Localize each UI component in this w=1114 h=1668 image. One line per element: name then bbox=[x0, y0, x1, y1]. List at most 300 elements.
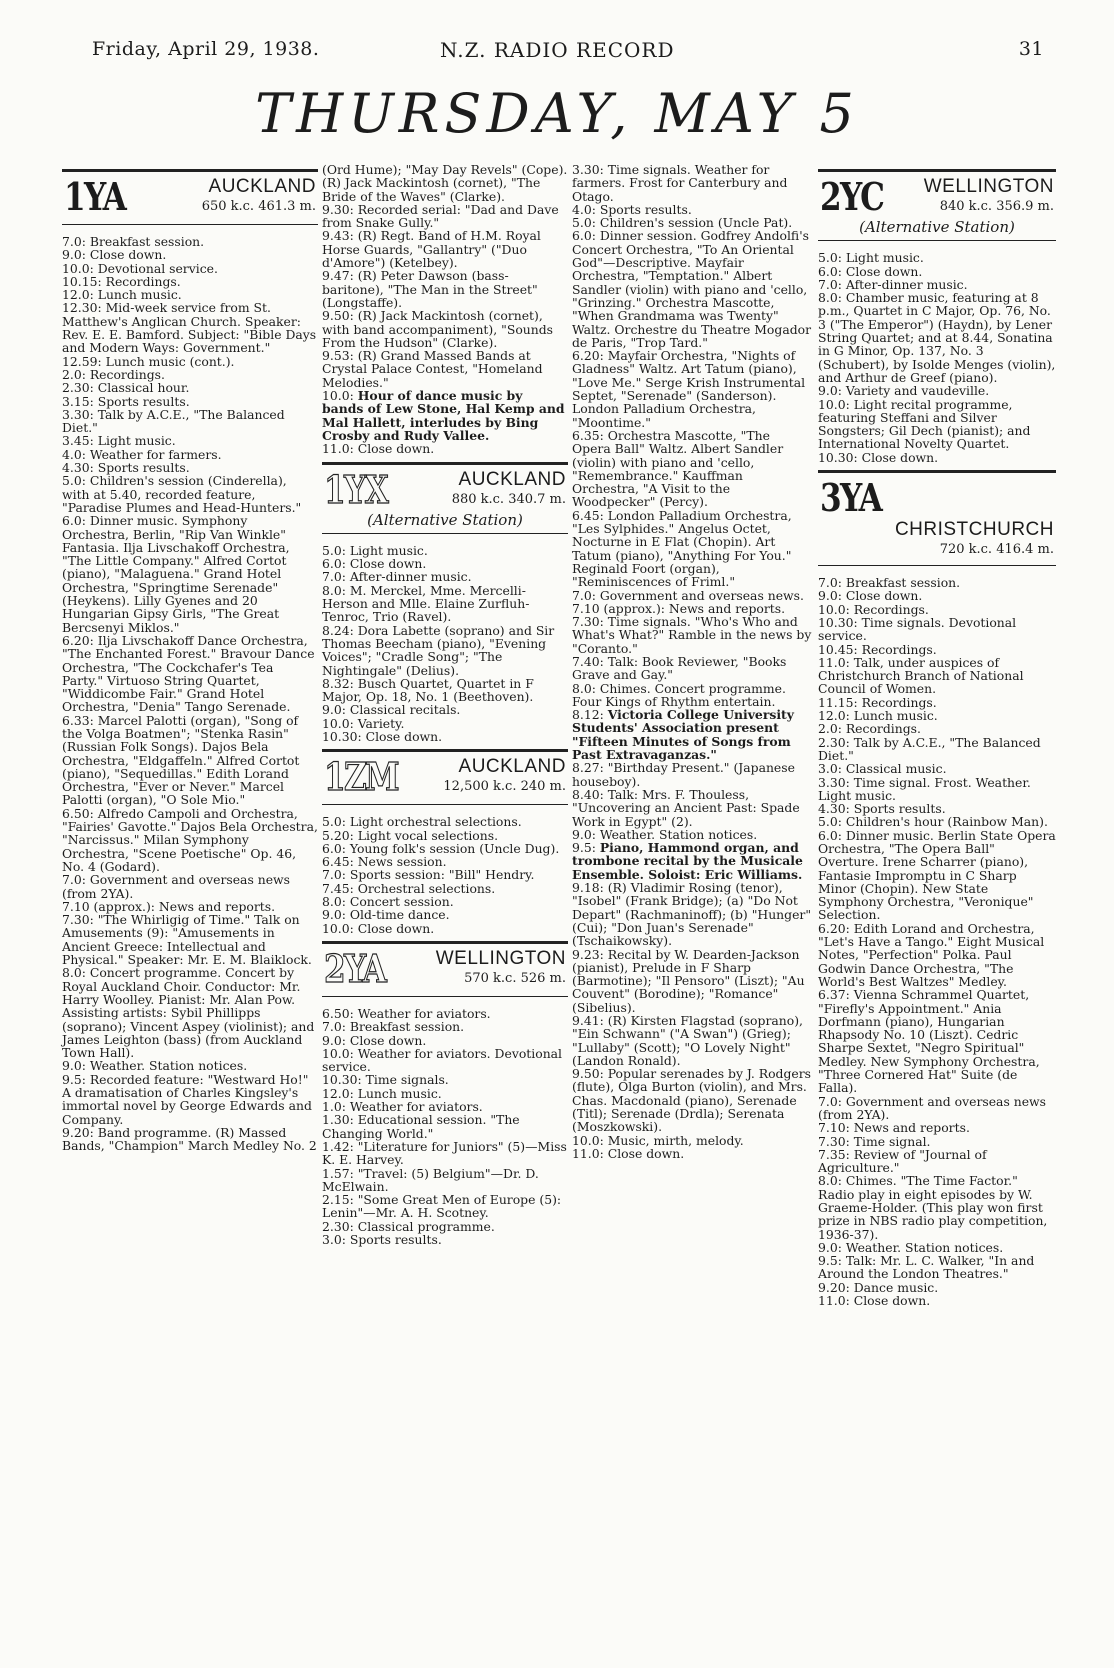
station-name: WELLINGTON bbox=[923, 176, 1054, 197]
program-description: Close down. bbox=[861, 449, 939, 465]
program-description: After-dinner music. bbox=[349, 569, 472, 585]
program-entry bbox=[322, 584, 568, 624]
program-entry bbox=[62, 288, 318, 301]
program-entry bbox=[322, 677, 568, 704]
program-time: 6.33: bbox=[62, 712, 94, 728]
program-entry bbox=[62, 900, 318, 913]
program-entry bbox=[572, 615, 812, 655]
program-time: 8.24: bbox=[322, 622, 354, 638]
program-entry bbox=[322, 815, 568, 828]
program-entry bbox=[818, 656, 1056, 696]
program-entry bbox=[572, 655, 812, 682]
program-time: 11.0: bbox=[818, 654, 850, 670]
program-time: 3.30: bbox=[62, 406, 94, 422]
program-time: 7.35: bbox=[818, 1146, 850, 1162]
program-description: Weather. Station notices. bbox=[845, 1239, 1004, 1255]
program-time: 9.0: bbox=[818, 383, 842, 399]
program-entry bbox=[572, 708, 812, 761]
program-description: Dinner music. Symphony Orchestra, Berlin, "Rip Van Winkle" Fantasia. Ilja Livschakoff Orchestra, "The Little Company." Alfred Cortot (piano), "Malaguena." Grand Hotel Orchestra, "Springtime Serenade" (Heykens). Lilly Gyenes and 20 Hungarian Gipsy Girls, "The Great Bercsenyi Miklos." bbox=[62, 513, 290, 635]
program-time: 6.0: bbox=[818, 827, 842, 843]
program-description: Weather. Station notices. bbox=[89, 1058, 248, 1074]
program-time: 6.20: bbox=[62, 632, 94, 648]
program-description: Weather for aviators. bbox=[357, 1005, 491, 1021]
program-entry bbox=[572, 509, 812, 589]
program-time: 3.45: bbox=[62, 433, 94, 449]
program-entry bbox=[322, 1140, 568, 1167]
program-description: Mayfair Orchestra, "Nights of Gladness" Waltz. Art Tatum (piano), "Love Me." Serge Krish Instrumental Septet, "Serenade" (Sanderson). London Palladium Orchestra, "Moontime." bbox=[572, 348, 806, 430]
program-entry bbox=[818, 829, 1056, 922]
program-entry bbox=[62, 966, 318, 1059]
program-description: Close down. bbox=[349, 556, 427, 572]
program-entry bbox=[818, 1148, 1056, 1175]
program-description: Hour of dance music by bands of Lew Stone, Hal Kemp and Mal Hallett, interludes by Bing Crosby and Rudy Vallee. bbox=[322, 388, 565, 443]
program-description: Government and overseas news (from 2YA). bbox=[818, 1093, 1047, 1122]
program-entry bbox=[322, 442, 568, 455]
program-time: 8.27: bbox=[572, 760, 604, 776]
program-entry bbox=[572, 203, 812, 216]
program-entry bbox=[818, 451, 1056, 464]
program-time: 7.45: bbox=[322, 880, 354, 896]
program-entry bbox=[322, 895, 568, 908]
program-list bbox=[322, 163, 568, 456]
program-time: 7.0: bbox=[322, 569, 346, 585]
program-list bbox=[322, 544, 568, 743]
program-entry bbox=[818, 762, 1056, 775]
program-description: Devotional service. bbox=[97, 260, 218, 276]
program-entry bbox=[322, 1034, 568, 1047]
program-entry bbox=[572, 1014, 812, 1067]
program-description: Recordings. bbox=[861, 641, 937, 657]
program-time: 9.0: bbox=[572, 826, 596, 842]
program-time: 7.0: bbox=[62, 872, 86, 888]
program-description: News session. bbox=[357, 854, 447, 870]
program-time: 9.5: bbox=[818, 1253, 842, 1269]
program-entry bbox=[322, 544, 568, 557]
page-title: THURSDAY, MAY 5 bbox=[255, 82, 859, 145]
program-time: 3.30: bbox=[818, 774, 850, 790]
station-header-3ya bbox=[818, 470, 1056, 566]
program-entry bbox=[322, 1047, 568, 1074]
program-entry bbox=[322, 1007, 568, 1020]
program-list bbox=[572, 163, 812, 1160]
program-description: M. Merckel, Mme. Mercelli-Herson and Mlle. Elaine Zurfluh-Tenroc, Trio (Ravel). bbox=[322, 582, 530, 625]
program-entry bbox=[818, 251, 1056, 264]
program-time: 2.0: bbox=[62, 366, 86, 382]
program-entry bbox=[62, 634, 318, 714]
program-entry bbox=[322, 1073, 568, 1086]
program-description: Weather for aviators. Devotional service. bbox=[322, 1045, 563, 1075]
program-description: Lunch music. bbox=[853, 708, 938, 724]
program-description: Time signal. bbox=[853, 1133, 931, 1149]
program-entry bbox=[818, 643, 1056, 656]
program-entry bbox=[322, 882, 568, 895]
program-time: 7.30: bbox=[62, 912, 94, 928]
program-description: Government and overseas news (from 2YA). bbox=[62, 872, 291, 901]
program-entry bbox=[322, 1100, 568, 1113]
program-entry bbox=[818, 696, 1056, 709]
program-entry bbox=[322, 163, 568, 203]
program-description: Lunch music (cont.). bbox=[105, 353, 235, 369]
program-description: Close down. bbox=[845, 588, 923, 604]
program-time: 9.23: bbox=[572, 946, 604, 962]
program-time: 9.20: bbox=[62, 1124, 94, 1140]
program-time: 5.0: bbox=[62, 473, 86, 489]
program-description: Children's session (Uncle Pat). bbox=[599, 215, 793, 231]
program-description: Variety and vaudeville. bbox=[845, 383, 990, 399]
program-time: 3.0: bbox=[322, 1232, 346, 1247]
program-description: Lunch music. bbox=[357, 1085, 442, 1101]
program-time: 9.20: bbox=[818, 1279, 850, 1295]
program-time: 7.0: bbox=[322, 1019, 346, 1035]
program-entry bbox=[818, 616, 1056, 643]
program-entry bbox=[572, 1134, 812, 1147]
program-entry bbox=[818, 736, 1056, 763]
program-entry bbox=[818, 1294, 1056, 1307]
program-description: (R) Jack Mackintosh (cornet), with band accompaniment), "Sounds From the Hudson" (Clarke). bbox=[322, 308, 554, 350]
program-description: (Ord Hume); "May Day Revels" (Cope). (R) Jack Mackintosh (cornet), "The Bride of the Waves" (Clarke). bbox=[322, 162, 568, 204]
program-time: 9.30: bbox=[322, 201, 354, 217]
program-entry bbox=[62, 448, 318, 461]
program-entry bbox=[322, 1233, 568, 1246]
program-time: 7.40: bbox=[572, 653, 604, 669]
program-description: Variety. bbox=[357, 715, 405, 731]
program-description: Sports results. bbox=[97, 460, 190, 476]
program-time: 4.0: bbox=[62, 446, 86, 462]
program-entry bbox=[572, 881, 812, 947]
program-description: Light recital programme, featuring Steffani and Silver Songsters; Gil Dech (pianist); and International Novelty Quartet. bbox=[818, 396, 1031, 452]
station-frequency: 570 k.c. 526 m. bbox=[464, 970, 566, 986]
program-description: Weather for aviators. bbox=[349, 1099, 483, 1115]
program-time: 10.30: bbox=[322, 1072, 362, 1088]
program-entry bbox=[818, 291, 1056, 384]
program-time: 6.45: bbox=[322, 854, 354, 870]
program-time: 8.0: bbox=[818, 1173, 842, 1189]
program-description: "Literature for Juniors" (5)—Miss K. E. Harvey. bbox=[322, 1138, 567, 1168]
program-description: Close down. bbox=[349, 1032, 427, 1048]
program-description: Chimes. Concert programme. Four Kings of Rhythm entertain. bbox=[572, 680, 786, 709]
program-entry bbox=[818, 384, 1056, 397]
station-header-1zm bbox=[322, 749, 568, 805]
program-entry bbox=[572, 589, 812, 602]
program-time: 2.30: bbox=[62, 380, 94, 396]
program-entry bbox=[818, 576, 1056, 589]
program-time: 7.0: bbox=[572, 587, 596, 603]
station-subtitle: (Alternative Station) bbox=[367, 510, 523, 529]
station-call-sign: 1ZM bbox=[324, 754, 399, 800]
program-entry bbox=[818, 1095, 1056, 1122]
program-time: 11.0: bbox=[818, 1293, 850, 1309]
program-description: (R) Regt. Band of H.M. Royal Horse Guards, "Gallantry" ("Duo d'Amore") (Ketelbey). bbox=[322, 228, 541, 271]
program-entry bbox=[572, 841, 812, 881]
program-time: 10.0: bbox=[62, 260, 94, 276]
program-description: Breakfast session. bbox=[845, 575, 961, 591]
program-time: 7.0: bbox=[818, 276, 842, 292]
program-entry bbox=[818, 265, 1056, 278]
program-description: Time signals. "Who's Who and What's What?" Ramble in the news by "Coranto." bbox=[572, 614, 812, 656]
program-time: 9.50: bbox=[322, 308, 354, 324]
program-entry bbox=[322, 309, 568, 349]
station-frequency: 720 k.c. 416.4 m. bbox=[939, 542, 1054, 558]
program-time: 10.15: bbox=[62, 273, 102, 289]
column-2 bbox=[322, 163, 568, 1246]
station-name: CHRISTCHURCH bbox=[894, 519, 1054, 541]
program-time: 6.45: bbox=[572, 507, 604, 523]
program-entry bbox=[322, 229, 568, 269]
program-entry bbox=[818, 922, 1056, 988]
program-time: 1.30: bbox=[322, 1112, 354, 1128]
program-entry bbox=[62, 381, 318, 394]
program-time: 8.12: bbox=[572, 707, 604, 723]
program-entry bbox=[62, 301, 318, 354]
program-time: 9.47: bbox=[322, 268, 354, 284]
program-time: 4.0: bbox=[572, 201, 596, 217]
program-entry bbox=[322, 624, 568, 677]
program-description: Sports results. bbox=[853, 801, 946, 817]
program-time: 6.20: bbox=[572, 348, 604, 364]
program-entry bbox=[62, 275, 318, 288]
program-entry bbox=[62, 1059, 318, 1072]
program-time: 8.0: bbox=[62, 965, 86, 981]
program-time: 9.43: bbox=[322, 228, 354, 244]
program-list bbox=[62, 235, 318, 1152]
station-frequency: 650 k.c. 461.3 m. bbox=[201, 199, 316, 214]
column-3 bbox=[572, 163, 812, 1160]
program-description: Mid-week service from St. Matthew's Anglican Church. Speaker: Rev. E. E. Bamford. Subject: "Bible Days and Modern Ways: Government." bbox=[62, 300, 317, 356]
program-entry bbox=[818, 589, 1056, 602]
station-call-sign: 2YA bbox=[324, 945, 386, 991]
program-time: 7.30: bbox=[818, 1133, 850, 1149]
program-description: Classical programme. bbox=[357, 1218, 495, 1234]
station-frequency: 12,500 k.c. 240 m. bbox=[443, 779, 566, 795]
program-entry bbox=[818, 776, 1056, 803]
program-time: 9.0: bbox=[62, 1058, 86, 1074]
program-entry bbox=[322, 570, 568, 583]
program-entry bbox=[322, 203, 568, 230]
program-time: 2.0: bbox=[818, 721, 842, 737]
program-entry bbox=[62, 714, 318, 807]
program-description: Dinner music. Berlin State Opera Orchestra, "The Opera Ball" Overture. Irene Scharrer (piano), Fantasie Impromptu in C Sharp Minor (Chopin). New State Symphony Orchestra, "Veronique" Selection. bbox=[818, 827, 1056, 923]
program-time: 12.0: bbox=[62, 287, 94, 303]
program-description: "Birthday Present." (Japanese houseboy). bbox=[572, 760, 795, 789]
program-entry bbox=[62, 235, 318, 248]
program-time: 9.18: bbox=[572, 880, 604, 896]
program-description: Dora Labette (soprano) and Sir Thomas Beecham (piano), "Evening Voices"; "Cradle Song"; "The Nightingale" (Delius). bbox=[322, 622, 555, 678]
program-description: Talk: Mr. L. C. Walker, "In and Around the London Theatres." bbox=[818, 1253, 1035, 1282]
program-time: 6.0: bbox=[322, 556, 346, 572]
program-entry bbox=[322, 1087, 568, 1100]
program-description: Government and overseas news. bbox=[599, 587, 804, 603]
program-description: (R) Kirsten Flagstad (soprano), "Ein Schwann" ("A Swan") (Grieg); "Lullaby" (Scott); "O Lovely Night" (Landon Ronald). bbox=[572, 1013, 803, 1068]
program-description: Recordings. bbox=[105, 273, 181, 289]
program-description: Dinner session. Godfrey Andolfi's Concert Orchestra, "To An Oriental God"—Descriptive. Mayfair Orchestra, "Temptation." Albert Sandler (violin) with piano and 'cello, "Grinzing." Orchestra Mascotte, "When Grandmama was Twenty" Waltz. Orchestre du Theatre Mogador de Paris, "Trop Tard." bbox=[572, 228, 812, 350]
program-time: 7.0: bbox=[818, 575, 842, 591]
program-time: 8.0: bbox=[572, 680, 596, 696]
program-time: 7.10: bbox=[818, 1120, 850, 1136]
program-entry bbox=[62, 368, 318, 381]
program-description: Victoria College University Students' Association present "Fifteen Minutes of Songs from Past Extravaganzas." bbox=[572, 707, 794, 763]
program-time: 6.20: bbox=[818, 920, 850, 936]
program-entry bbox=[572, 1067, 812, 1133]
program-description: News and reports. bbox=[853, 1120, 970, 1136]
program-entry bbox=[62, 913, 318, 966]
program-time: 11.0: bbox=[322, 441, 354, 457]
program-time: 5.0: bbox=[322, 542, 346, 558]
program-description: Time signals. bbox=[365, 1072, 449, 1088]
program-time: 7.0: bbox=[62, 234, 86, 249]
station-call-sign: 3YA bbox=[820, 475, 882, 521]
station-header-2yc bbox=[818, 169, 1056, 241]
program-entry bbox=[322, 842, 568, 855]
station-header-1yx bbox=[322, 462, 568, 534]
program-time: 6.50: bbox=[62, 805, 94, 821]
program-time: 2.30: bbox=[322, 1218, 354, 1234]
program-description: Light music. bbox=[349, 542, 428, 558]
program-time: 12.59: bbox=[62, 353, 102, 369]
program-time: 10.0: bbox=[322, 715, 354, 731]
program-time: 9.0: bbox=[322, 1032, 346, 1048]
program-time: 12.0: bbox=[322, 1085, 354, 1101]
program-entry bbox=[322, 922, 568, 935]
program-list bbox=[818, 576, 1056, 1307]
program-time: 4.30: bbox=[62, 460, 94, 476]
program-description: Time signals. Weather for farmers. Frost for Canterbury and Otago. bbox=[572, 162, 788, 204]
program-description: Recorded serial: "Dad and Dave from Snake Gully." bbox=[322, 201, 559, 231]
program-description: Recordings. bbox=[89, 366, 165, 382]
program-entry bbox=[62, 807, 318, 873]
program-description: "Travel: (5) Belgium"—Dr. D. McElwain. bbox=[322, 1165, 539, 1194]
program-description: Busch Quartet, Quartet in F Major, Op. 18, No. 1 (Beethoven). bbox=[322, 675, 534, 705]
program-time: 9.50: bbox=[572, 1066, 604, 1082]
program-entry bbox=[572, 828, 812, 841]
program-time: 9.53: bbox=[322, 348, 354, 364]
program-description: Light orchestral selections. bbox=[349, 814, 522, 830]
program-description: Close down. bbox=[607, 1145, 685, 1161]
program-time: 10.30: bbox=[322, 728, 362, 744]
program-entry bbox=[62, 474, 318, 514]
program-description: Dance music. bbox=[853, 1279, 939, 1295]
program-time: 10.45: bbox=[818, 641, 858, 657]
program-time: 10.0: bbox=[818, 601, 850, 617]
program-entry bbox=[572, 229, 812, 349]
program-time: 11.0: bbox=[572, 1145, 604, 1161]
program-time: 1.42: bbox=[322, 1138, 354, 1154]
program-description: Orchestra Mascotte, "The Opera Ball" Waltz. Albert Sandler (violin) with piano and 'cello, "Remembrance." Kauffman Orchestra, "A Visit to the Woodpecker" (Percy). bbox=[572, 427, 784, 510]
program-entry bbox=[62, 395, 318, 408]
station-call-sign: 1YA bbox=[64, 174, 126, 219]
program-description: Popular serenades by J. Rodgers (flute), Olga Burton (violin), and Mrs. Chas. Macdonald (piano), Serenade (Titl); Serenade (Drdla); Serenata (Moszkowski). bbox=[572, 1066, 812, 1135]
program-time: 5.0: bbox=[818, 814, 842, 830]
program-description: Music, mirth, melody. bbox=[607, 1132, 744, 1148]
program-description: Time signals. Devotional service. bbox=[818, 614, 1017, 644]
publication-name: N.Z. RADIO RECORD bbox=[440, 38, 675, 62]
program-description: Sports results. bbox=[97, 393, 190, 409]
program-entry bbox=[572, 216, 812, 229]
program-time: 8.0: bbox=[322, 894, 346, 910]
program-time: 9.5: bbox=[572, 840, 596, 856]
program-description: Classical music. bbox=[845, 761, 947, 777]
program-description: Talk: Mrs. F. Thouless, "Uncovering an Ancient Past: Spade Work in Egypt" (2). bbox=[572, 786, 800, 829]
program-time: 10.0: bbox=[572, 1132, 604, 1148]
program-time: 3.0: bbox=[818, 761, 842, 777]
program-description: Close down. bbox=[357, 920, 435, 936]
program-description: Orchestral selections. bbox=[357, 880, 496, 896]
program-entry bbox=[322, 717, 568, 730]
program-entry bbox=[62, 434, 318, 447]
issue-date: Friday, April 29, 1938. bbox=[92, 38, 320, 60]
program-description: (R) Grand Massed Bands at Crystal Palace Contest, "Homeland Melodies." bbox=[322, 348, 543, 390]
program-entry bbox=[322, 868, 568, 881]
program-time: 6.37: bbox=[818, 987, 850, 1003]
program-entry bbox=[322, 1020, 568, 1033]
program-entry bbox=[322, 269, 568, 309]
program-time: 10.30: bbox=[818, 614, 858, 630]
program-time: 1.57: bbox=[322, 1165, 354, 1181]
program-description: Light vocal selections. bbox=[357, 827, 499, 843]
program-entry bbox=[62, 1073, 318, 1126]
program-entry bbox=[818, 802, 1056, 815]
program-time: 9.0: bbox=[322, 702, 346, 718]
program-description: Close down. bbox=[365, 728, 443, 744]
program-entry bbox=[322, 1167, 568, 1194]
station-name: AUCKLAND bbox=[458, 756, 566, 778]
program-entry bbox=[62, 408, 318, 435]
station-frequency: 840 k.c. 356.9 m. bbox=[939, 199, 1054, 214]
program-time: 8.32: bbox=[322, 675, 354, 691]
program-entry bbox=[818, 722, 1056, 735]
program-entry bbox=[572, 602, 812, 615]
program-entry bbox=[62, 1126, 318, 1153]
program-entry bbox=[572, 1147, 812, 1160]
program-description: After-dinner music. bbox=[845, 276, 968, 292]
program-entry bbox=[818, 1174, 1056, 1240]
program-description: Breakfast session. bbox=[349, 1019, 465, 1035]
program-time: 10.0: bbox=[322, 388, 354, 404]
program-description: Young folk's session (Uncle Dug). bbox=[349, 840, 560, 856]
program-entry bbox=[818, 815, 1056, 828]
program-time: 10.30: bbox=[818, 449, 858, 465]
program-time: 2.30: bbox=[818, 734, 850, 750]
program-description: Weather for farmers. bbox=[89, 446, 222, 462]
program-entry bbox=[818, 603, 1056, 616]
program-time: 3.15: bbox=[62, 393, 94, 409]
program-description: Band programme. (R) Massed Bands, "Champion" March Medley No. 2 bbox=[62, 1124, 317, 1154]
program-time: 5.0: bbox=[572, 215, 596, 231]
program-time: 7.10 bbox=[62, 898, 90, 914]
program-entry bbox=[322, 349, 568, 389]
program-description: Old-time dance. bbox=[349, 907, 450, 923]
program-time: 10.0: bbox=[322, 920, 354, 936]
program-description: Educational session. "The Changing World." bbox=[322, 1112, 520, 1141]
program-time: 9.0: bbox=[322, 907, 346, 923]
program-description: (R) Vladimir Rosing (tenor), "Isobel" (Frank Bridge); (a) "Do Not Depart" (Rachmaninoff); (b) "Hunger" (Cui); "Don Juan's Serenade" (Tschaikowsky). bbox=[572, 880, 812, 949]
program-entry bbox=[62, 514, 318, 634]
program-description: Review of "Journal of Agriculture." bbox=[818, 1146, 987, 1176]
program-entry bbox=[62, 873, 318, 900]
program-time: 3.30: bbox=[572, 162, 604, 177]
program-time: 9.0: bbox=[818, 1239, 842, 1255]
program-time: 6.50: bbox=[322, 1005, 354, 1021]
program-description: Sports results. bbox=[599, 201, 692, 217]
program-time: 4.30: bbox=[818, 801, 850, 817]
program-time: 8.0: bbox=[322, 582, 346, 598]
program-entry bbox=[818, 1121, 1056, 1134]
station-name: AUCKLAND bbox=[458, 468, 566, 490]
station-call-sign: 1YX bbox=[324, 466, 388, 512]
program-description: Classical hour. bbox=[97, 380, 190, 396]
program-time: 9.0: bbox=[818, 588, 842, 604]
program-list bbox=[322, 1007, 568, 1246]
program-time: 6.0: bbox=[322, 840, 346, 856]
